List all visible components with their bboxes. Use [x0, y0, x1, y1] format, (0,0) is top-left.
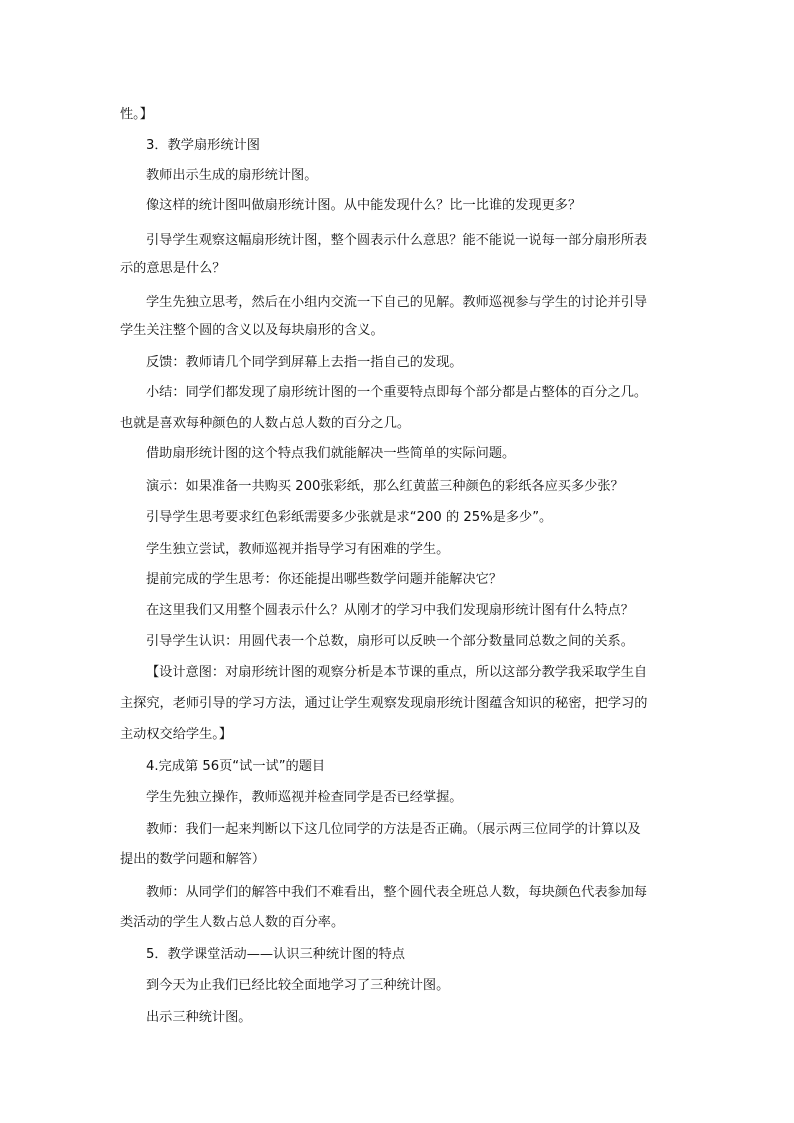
text-line: 示的意思是什么？ — [120, 261, 226, 276]
section-heading: 4.完成第 56页“试一试”的题目 — [146, 759, 326, 774]
design-intent-line: 主动权交给学生。】 — [120, 727, 233, 742]
design-intent-line: 【设计意图：对扇形统计图的观察分析是本节课的重点，所以这部分教学我采取学生自 — [146, 665, 648, 680]
text-line: 引导学生思考要求红色彩纸需要多少张就是求“200 的 25%是多少”。 — [146, 510, 553, 525]
text-line: 小结：同学们都发现了扇形统计图的一个重要特点即每个部分都是占整体的百分之几。 — [146, 385, 648, 400]
text-line: 类活动的学生人数占总人数的百分率。 — [120, 915, 345, 930]
text-line: 像这样的统计图叫做扇形统计图。从中能发现什么？比一比谁的发现更多？ — [146, 198, 582, 213]
text-line: 借助扇形统计图的这个特点我们就能解决一些简单的实际问题。 — [146, 446, 516, 461]
text-line: 演示：如果准备一共购买 200张彩纸，那么红黄蓝三种颜色的彩纸各应买多少张？ — [146, 479, 624, 494]
text-line: 学生关注整个圆的含义以及每块扇形的含义。 — [120, 323, 384, 338]
text-line: 学生先独立思考，然后在小组内交流一下自己的见解。教师巡视参与学生的讨论并引导 — [146, 295, 648, 310]
text-line: 也就是喜欢每种颜色的人数占总人数的百分之几。 — [120, 416, 411, 431]
text-line: 教师：我们一起来判断以下这几位同学的方法是否正确。（展示两三位同学的计算以及 — [146, 822, 641, 837]
text-line: 教师：从同学们的解答中我们不难看出，整个圆代表全班总人数，每块颜色代表参加每 — [146, 885, 648, 900]
text-line: 学生独立尝试，教师巡视并指导学习有困难的学生。 — [146, 542, 450, 557]
text-line: 引导学生观察这幅扇形统计图，整个圆表示什么意思？能不能说一说每一部分扇形所表 — [146, 233, 648, 248]
text-line: 到今天为止我们已经比较全面地学习了三种统计图。 — [146, 978, 450, 993]
text-line: 性。】 — [120, 107, 153, 122]
section-heading: 3．教学扇形统计图 — [146, 138, 260, 153]
text-line: 教师出示生成的扇形统计图。 — [146, 168, 318, 183]
text-line: 在这里我们又用整个圆表示什么？从刚才的学习中我们发现扇形统计图有什么特点？ — [146, 603, 634, 618]
text-line: 引导学生认识：用圆代表一个总数，扇形可以反映一个部分数量同总数之间的关系。 — [146, 634, 634, 649]
text-line: 提出的数学问题和解答） — [120, 852, 266, 867]
text-line: 提前完成的学生思考：你还能提出哪些数学问题并能解决它？ — [146, 572, 503, 587]
text-line: 学生先独立操作，教师巡视并检查同学是否已经掌握。 — [146, 790, 463, 805]
text-line: 出示三种统计图。 — [146, 1010, 252, 1025]
section-heading: 5．教学课堂活动——认识三种统计图的特点 — [146, 947, 405, 962]
design-intent-line: 主探究，老师引导的学习方法，通过让学生观察发现扇形统计图蕴含知识的秘密，把学习的 — [120, 696, 648, 711]
text-line: 反馈：教师请几个同学到屏幕上去指一指自己的发现。 — [146, 355, 463, 370]
